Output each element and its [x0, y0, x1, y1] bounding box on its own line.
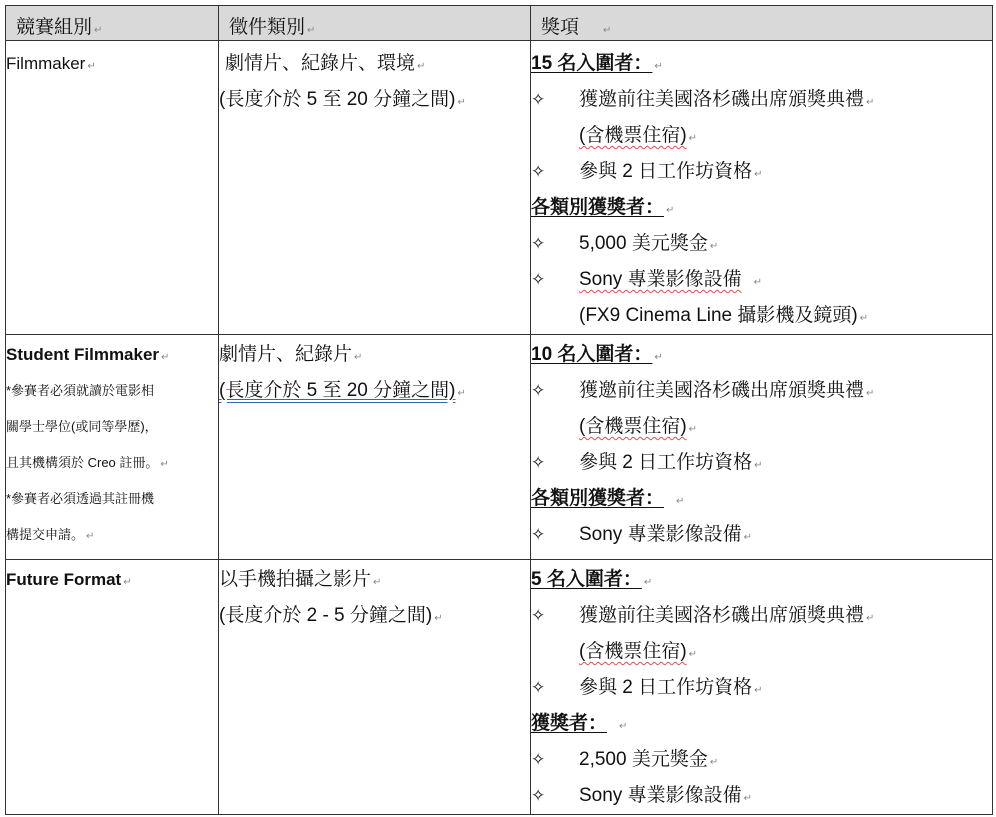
- note-line: 且其機構須於 Creo 註冊。: [6, 455, 159, 470]
- bullet-icon: ✧: [531, 678, 546, 697]
- type-line: 劇情片、紀錄片: [219, 344, 353, 365]
- bullet-icon: ✧: [531, 234, 546, 253]
- finalists-title: 10 名入圍者：: [531, 344, 653, 365]
- winners-title: 各類別獲獎者：: [531, 197, 665, 218]
- award-item: 2,500 美元獎金: [579, 749, 708, 770]
- group-cell: Filmmaker ↵: [6, 41, 219, 335]
- table-row: [6, 335, 993, 560]
- table-header-row: [6, 6, 993, 41]
- type-line: (長度介於 5 至 20 分鐘之間): [219, 380, 456, 401]
- finalists-title: 15 名入圍者：: [531, 53, 653, 74]
- award-item: Sony 專業影像設備: [579, 785, 742, 806]
- bullet-icon: ✧: [531, 525, 546, 544]
- bullet-icon: ✧: [531, 270, 546, 289]
- finalists-title: 5 名入圍者：: [531, 569, 642, 590]
- type-line: 以手機拍攝之影片: [219, 569, 372, 590]
- type-line: (長度介於 5 至 20 分鐘之間): [219, 89, 456, 110]
- bullet-icon: ✧: [531, 453, 546, 472]
- bullet-icon: ✧: [531, 381, 546, 400]
- group-name: Filmmaker: [6, 54, 86, 73]
- winners-title: 獲獎者：: [531, 713, 608, 734]
- winners-title: 各類別獲獎者：: [531, 488, 665, 509]
- award-item: (含機票住宿): [579, 416, 687, 437]
- type-cell: 劇情片、紀錄片 ↵ (長度介於 5 至 20 分鐘之間) ↵: [219, 335, 531, 560]
- bullet-icon: ✧: [531, 162, 546, 181]
- group-cell: Student Filmmaker ↵ *參賽者必須就讀於電影相 關學士學位(或同等學歷)， 且其機構須於 Creo 註冊。 ↵ *參賽者必須透過其註冊機 構提交申請。 ↵: [6, 335, 219, 560]
- table-row: [6, 41, 993, 335]
- award-item: 參與 2 日工作坊資格: [579, 452, 753, 473]
- award-item: (含機票住宿): [579, 125, 687, 146]
- header-awards: 獎項 ↵: [531, 6, 993, 41]
- awards-cell: 10 名入圍者： ↵ ✧ 獲邀前往美國洛杉磯出席頒獎典禮 ↵ (含機票住宿) ↵ ✧ 參與 2 日工作坊資格 ↵ 各類別獲獎者： ↵ ✧ Sony 專業影像設備 ↵: [531, 335, 993, 560]
- award-item: Sony 專業影像設備: [579, 524, 742, 545]
- header-type: 徵件類別 ↵: [219, 6, 531, 41]
- group-cell: Future Format ↵: [6, 560, 219, 815]
- bullet-icon: ✧: [531, 750, 546, 769]
- awards-table: [5, 5, 993, 815]
- bullet-icon: ✧: [531, 606, 546, 625]
- award-item: 獲邀前往美國洛杉磯出席頒獎典禮: [579, 380, 865, 401]
- group-name: Student Filmmaker: [6, 345, 160, 364]
- table-row: [6, 560, 993, 815]
- note-line: 關學士學位(或同等學歷)，: [6, 419, 158, 434]
- note-line: *參賽者必須就讀於電影相: [6, 383, 155, 398]
- bullet-icon: ✧: [531, 786, 546, 805]
- award-item: Sony 專業影像設備: [579, 269, 742, 290]
- award-item: 獲邀前往美國洛杉磯出席頒獎典禮: [579, 89, 865, 110]
- award-item: (含機票住宿): [579, 641, 687, 662]
- award-item: 參與 2 日工作坊資格: [579, 161, 753, 182]
- group-name: Future Format: [6, 570, 122, 589]
- awards-cell: 5 名入圍者： ↵ ✧ 獲邀前往美國洛杉磯出席頒獎典禮 ↵ (含機票住宿) ↵ ✧ 參與 2 日工作坊資格 ↵ 獲獎者： ↵ ✧ 2,500 美元獎金 ↵ ✧ Sony 專業影像設備 ↵: [531, 560, 993, 815]
- type-line: 劇情片、紀錄片、環境: [225, 53, 416, 74]
- type-cell: 以手機拍攝之影片 ↵ (長度介於 2 - 5 分鐘之間) ↵: [219, 560, 531, 815]
- award-item: 獲邀前往美國洛杉磯出席頒獎典禮: [579, 605, 865, 626]
- note-line: 構提交申請。: [6, 527, 85, 542]
- awards-cell: 15 名入圍者： ↵ ✧ 獲邀前往美國洛杉磯出席頒獎典禮 ↵ (含機票住宿) ↵ ✧ 參與 2 日工作坊資格 ↵ 各類別獲獎者： ↵ ✧ 5,000 美元獎金 ↵ ✧ Sony 專業影像設備 ↵ (FX9 Cinema Line 攝影機及鏡頭) ↵: [531, 41, 993, 335]
- header-group: 競賽組別 ↵: [6, 6, 219, 41]
- award-item: 5,000 美元獎金: [579, 233, 708, 254]
- award-item: 參與 2 日工作坊資格: [579, 677, 753, 698]
- type-cell: 劇情片、紀錄片、環境 ↵ (長度介於 5 至 20 分鐘之間) ↵: [219, 41, 531, 335]
- award-item: (FX9 Cinema Line 攝影機及鏡頭): [579, 305, 858, 326]
- type-line: (長度介於 2 - 5 分鐘之間): [219, 605, 433, 626]
- note-line: *參賽者必須透過其註冊機: [6, 491, 155, 506]
- bullet-icon: ✧: [531, 90, 546, 109]
